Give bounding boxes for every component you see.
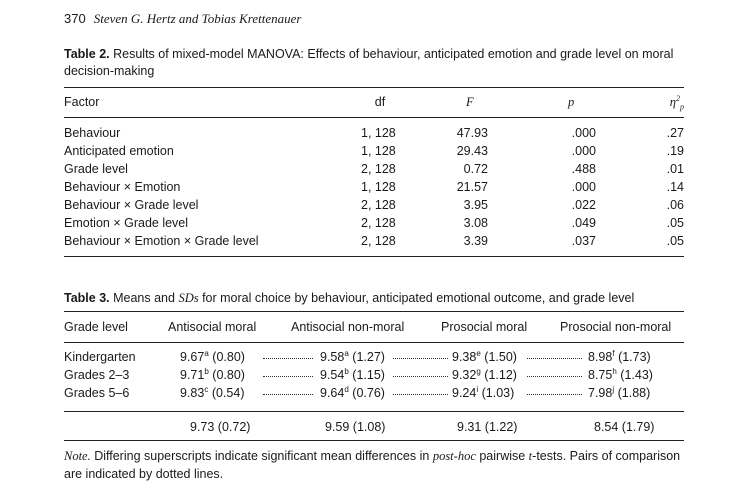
table3-totals-rule <box>64 411 684 412</box>
t3-sd: (0.54) <box>211 386 245 400</box>
t3-superscript: b <box>344 366 349 376</box>
t3-mean: 9.24 <box>452 386 477 400</box>
t3-mean: 8.98 <box>588 350 613 364</box>
page-number: 370 <box>64 11 86 26</box>
t3-sd: (1.27) <box>352 350 385 364</box>
t2-cell-f: 3.95 <box>463 198 488 212</box>
author-names: Steven G. Hertz and Tobias Krettenauer <box>93 11 302 26</box>
t3-sd: (1.12) <box>484 368 517 382</box>
t3-superscript: e <box>476 348 481 358</box>
t3-sd: (1.43) <box>620 368 653 382</box>
table2-caption-text: Results of mixed-model MANOVA: Effects of behaviour, anticipated emotion and grade level on moral decision-making <box>64 47 674 78</box>
t3-mean: 9.67 <box>180 350 205 364</box>
t2-cell-f: 29.43 <box>456 144 488 158</box>
t3-superscript: b <box>204 366 209 376</box>
t3-cell-antisocial-nonmoral <box>320 350 385 365</box>
table-note <box>64 447 684 483</box>
t3-comparison-dots <box>527 376 582 377</box>
t3-cell-grade: Kindergarten <box>64 350 136 364</box>
t3-cell-antisocial-nonmoral <box>320 368 385 383</box>
t3-cell-prosocial-nonmoral <box>588 350 651 365</box>
t3-superscript: i <box>476 384 479 394</box>
t2-cell-p: .049 <box>571 216 596 230</box>
t3-mean: 9.32 <box>452 368 477 382</box>
t3-superscript: d <box>344 384 349 394</box>
t2-cell-p: .000 <box>571 126 596 140</box>
t3-superscript: j <box>612 384 615 394</box>
t3-cell-grade: Grades 5–6 <box>64 386 130 400</box>
note-italic-posthoc: post-hoc <box>432 449 476 463</box>
table2-label: Table 2. <box>64 47 110 61</box>
t3-cell-antisocial-moral <box>180 386 244 401</box>
t3-cell-prosocial-moral <box>452 368 517 383</box>
t3-superscript: a <box>204 348 209 358</box>
t3-comparison-dots <box>393 394 448 395</box>
t3-sd: (1.03) <box>481 386 515 400</box>
t2-cell-factor: Behaviour <box>64 126 121 140</box>
t3-header-prosocial-nonmoral: Prosocial non-moral <box>560 320 672 334</box>
t2-cell-p: .037 <box>571 234 596 248</box>
note-italic-t: t <box>528 449 533 463</box>
t2-cell-eta: .27 <box>666 126 684 140</box>
t2-cell-df: 1, 128 <box>361 180 396 194</box>
t3-superscript: c <box>204 384 209 394</box>
table2-caption <box>64 46 684 80</box>
note-lead: Note. <box>64 449 91 463</box>
table3-label: Table 3. <box>64 291 110 305</box>
t3-comparison-dots <box>263 394 313 395</box>
t3-cell-prosocial-nonmoral <box>588 368 653 383</box>
table3-caption <box>64 290 684 307</box>
t2-cell-df: 2, 128 <box>361 198 396 212</box>
t2-header-p: p <box>568 95 575 109</box>
t3-header-antisocial-nonmoral: Antisocial non-moral <box>291 320 405 334</box>
t2-header-factor: Factor <box>64 95 100 109</box>
t2-cell-f: 47.93 <box>456 126 488 140</box>
table3-top-rule <box>64 311 684 312</box>
t2-cell-df: 2, 128 <box>361 216 396 230</box>
t2-cell-eta: .05 <box>666 234 684 248</box>
t3-mean: 9.64 <box>320 386 345 400</box>
t3-comparison-dots <box>527 358 582 359</box>
t3-cell-antisocial-moral <box>180 368 245 383</box>
t3-sd: (0.76) <box>352 386 385 400</box>
t3-mean: 9.58 <box>320 350 345 364</box>
t2-cell-factor: Grade level <box>64 162 128 176</box>
table3-bottom-rule <box>64 440 684 441</box>
t2-cell-eta: .06 <box>666 198 684 212</box>
t2-cell-eta: .19 <box>666 144 684 158</box>
note-text-3: -tests. Pairs of comparison are indicated by dotted lines. <box>64 449 681 481</box>
t3-sd: (1.73) <box>618 350 651 364</box>
t2-cell-f: 0.72 <box>463 162 488 176</box>
t2-cell-eta: .01 <box>666 162 684 176</box>
t3-superscript: a <box>344 348 349 358</box>
table2-top-rule <box>64 87 684 88</box>
t2-cell-factor: Behaviour × Emotion × Grade level <box>64 234 259 248</box>
t2-cell-p: .000 <box>571 180 596 194</box>
t3-mean: 9.38 <box>452 350 477 364</box>
t3-sd: (0.80) <box>212 368 245 382</box>
t3-header-antisocial-moral: Antisocial moral <box>168 320 257 334</box>
table2-header-rule <box>64 117 684 118</box>
t3-cell-prosocial-moral <box>452 350 517 365</box>
t2-cell-p: .488 <box>571 162 596 176</box>
t3-total-prosocial-nonmoral: 8.54 (1.79) <box>594 420 655 434</box>
t3-comparison-dots <box>527 394 582 395</box>
table3-caption-text: Means and SDs for moral choice by behaviour, anticipated emotional outcome, and grade level <box>113 291 635 305</box>
t3-total-antisocial-moral: 9.73 (0.72) <box>190 420 251 434</box>
t3-cell-antisocial-moral <box>180 350 245 365</box>
t3-mean: 9.83 <box>180 386 205 400</box>
t2-cell-f: 21.57 <box>456 180 488 194</box>
t2-cell-df: 1, 128 <box>361 126 396 140</box>
note-text-1: Differing superscripts indicate significant mean differences in <box>90 449 433 463</box>
t3-mean: 7.98 <box>588 386 613 400</box>
t3-mean: 9.71 <box>180 368 205 382</box>
t3-mean: 9.54 <box>320 368 345 382</box>
t3-superscript: g <box>476 366 481 376</box>
t3-comparison-dots <box>393 376 448 377</box>
table3-header-rule <box>64 342 684 343</box>
t2-header-eta: $\eta^2_p$ <box>669 93 684 112</box>
t2-header-f: F <box>466 95 474 109</box>
t3-sd: (1.50) <box>484 350 517 364</box>
t3-mean: 8.75 <box>588 368 613 382</box>
t2-cell-factor: Emotion × Grade level <box>64 216 189 230</box>
t2-cell-f: 3.08 <box>463 216 488 230</box>
t3-total-prosocial-moral: 9.31 (1.22) <box>457 420 518 434</box>
t3-superscript: h <box>612 366 617 376</box>
t3-comparison-dots <box>393 358 448 359</box>
t2-cell-p: .022 <box>571 198 596 212</box>
t2-header-df: df <box>374 95 386 109</box>
t3-cell-prosocial-moral <box>452 386 514 401</box>
t2-cell-eta: .05 <box>666 216 684 230</box>
t2-cell-factor: Anticipated emotion <box>64 144 174 158</box>
t3-sd: (1.15) <box>352 368 385 382</box>
table2-bottom-rule <box>64 256 684 257</box>
t2-cell-factor: Behaviour × Emotion <box>64 180 181 194</box>
t3-cell-antisocial-nonmoral <box>320 386 385 401</box>
t3-sd: (1.88) <box>617 386 651 400</box>
t3-header-prosocial-moral: Prosocial moral <box>441 320 528 334</box>
t3-header-grade: Grade level <box>64 320 128 334</box>
running-head <box>64 11 301 27</box>
t2-cell-p: .000 <box>571 144 596 158</box>
t2-cell-eta: .14 <box>666 180 684 194</box>
t3-comparison-dots <box>263 358 313 359</box>
t3-superscript: f <box>612 348 615 358</box>
t3-cell-prosocial-nonmoral <box>588 386 650 401</box>
t2-cell-df: 2, 128 <box>361 234 396 248</box>
t2-cell-df: 2, 128 <box>361 162 396 176</box>
t2-cell-df: 1, 128 <box>361 144 396 158</box>
t2-cell-f: 3.39 <box>463 234 488 248</box>
note-text-2: pairwise <box>475 449 529 463</box>
t2-cell-factor: Behaviour × Grade level <box>64 198 199 212</box>
t3-comparison-dots <box>263 376 313 377</box>
t3-total-antisocial-nonmoral: 9.59 (1.08) <box>325 420 386 434</box>
t3-sd: (0.80) <box>212 350 245 364</box>
t3-cell-grade: Grades 2–3 <box>64 368 130 382</box>
